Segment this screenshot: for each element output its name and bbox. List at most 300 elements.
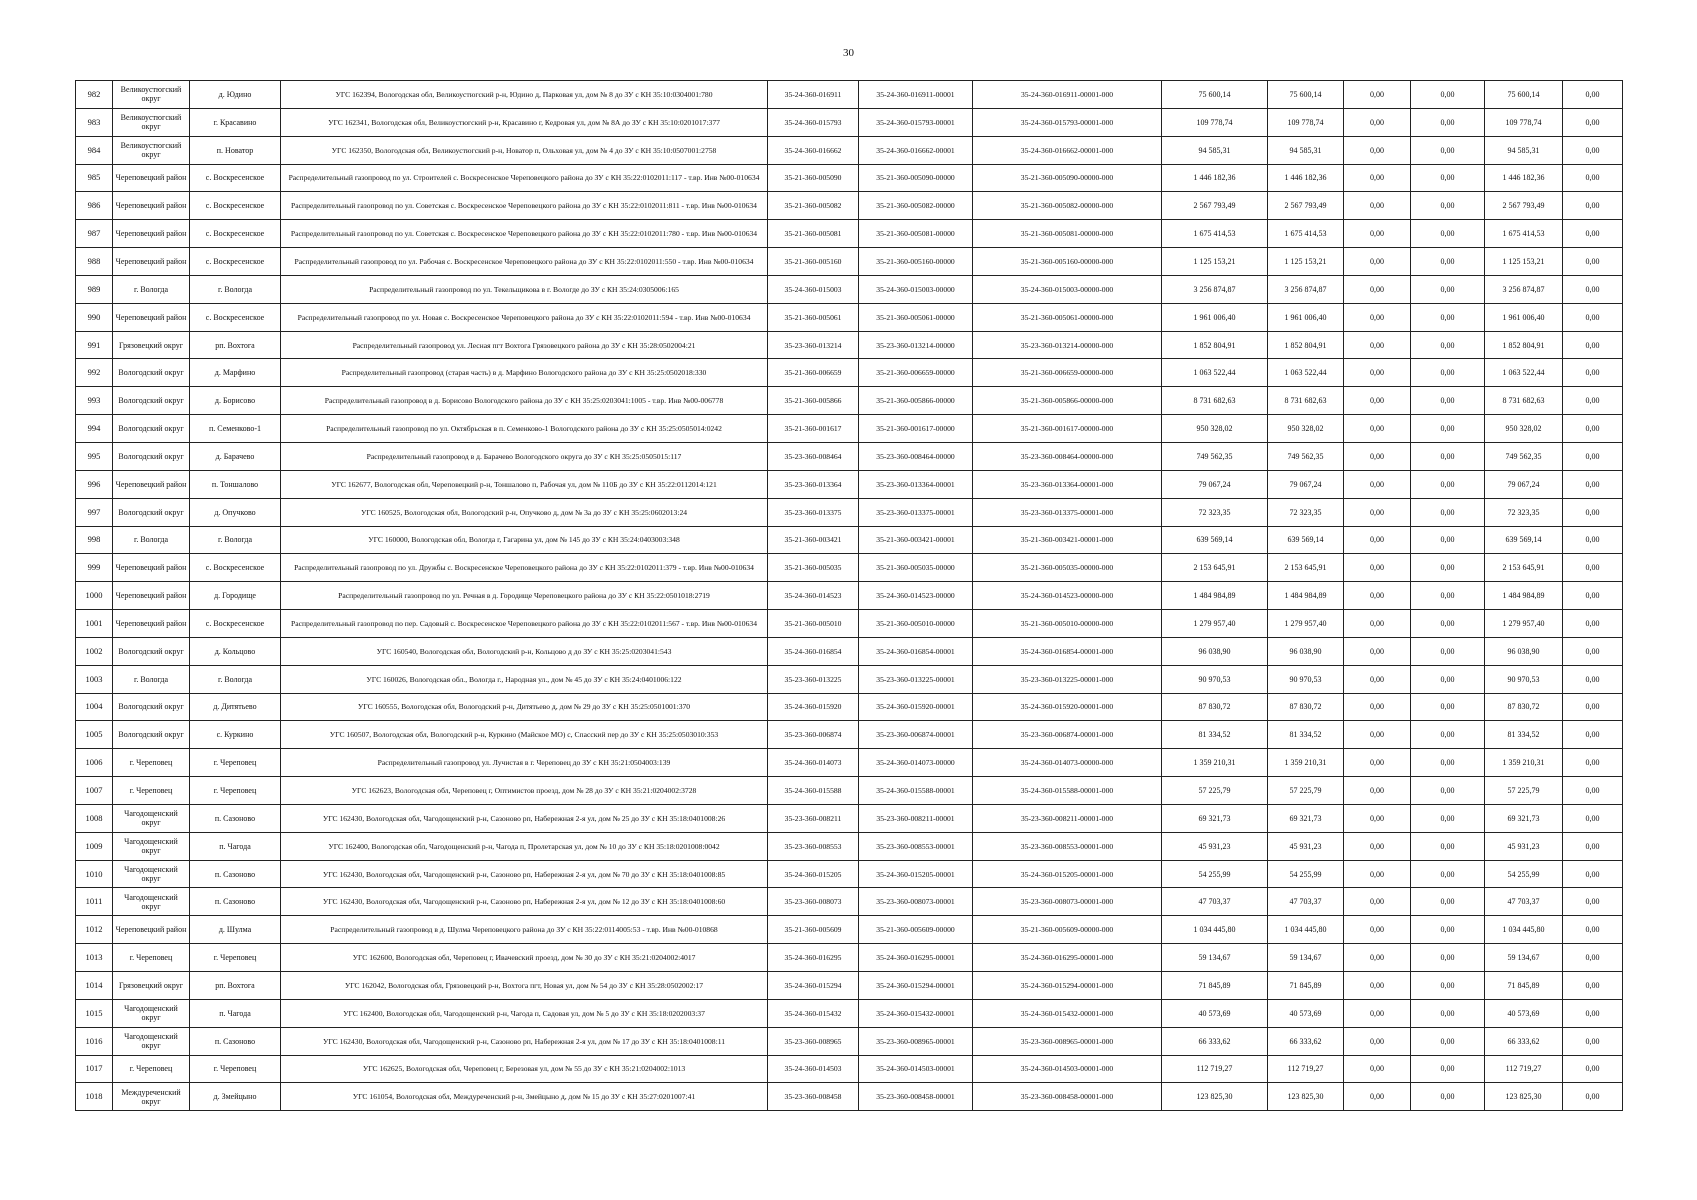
- district-cell: г. Череповец: [113, 944, 190, 972]
- item-code-cell: 35-21-360-005061-00000-000: [973, 303, 1162, 331]
- locality-cell: д. Дитятьево: [190, 693, 281, 721]
- value-1-cell: 123 825,30: [1162, 1083, 1268, 1111]
- row-number-cell: 1010: [76, 860, 113, 888]
- locality-cell: с. Куркино: [190, 721, 281, 749]
- object-description-cell: УГС 160525, Вологодская обл, Вологодский р-н, Опучково д, дом № 3а до ЗУ с КН 35:25:0602013:24: [281, 498, 768, 526]
- value-4-cell: 0,00: [1411, 275, 1485, 303]
- value-1-cell: 749 562,35: [1162, 442, 1268, 470]
- value-1-cell: 59 134,67: [1162, 944, 1268, 972]
- object-description-cell: УГС 162400, Вологодская обл, Чагодощенский р-н, Чагода п, Садовая ул, дом № 5 до ЗУ с КН 35:18:0202003:37: [281, 999, 768, 1027]
- subobject-code-cell: 35-21-360-005035-00000: [859, 554, 973, 582]
- table-row: [76, 944, 1623, 972]
- subobject-code-cell: 35-24-360-015793-00001: [859, 108, 973, 136]
- object-code-cell: 35-24-360-014503: [768, 1055, 859, 1083]
- table-row: [76, 916, 1623, 944]
- value-3-cell: 0,00: [1344, 888, 1411, 916]
- value-6-cell: 0,00: [1563, 498, 1623, 526]
- value-2-cell: 54 255,99: [1268, 860, 1344, 888]
- value-5-cell: 8 731 682,63: [1485, 387, 1563, 415]
- value-5-cell: 69 321,73: [1485, 804, 1563, 832]
- object-description-cell: УГС 162430, Вологодская обл, Чагодощенский р-н, Сазоново рп, Набережная 2-я ул, дом № 70 до ЗУ с КН 35:18:0401008:85: [281, 860, 768, 888]
- row-number-cell: 1014: [76, 972, 113, 1000]
- object-description-cell: Распределительный газопровод ул. Лучистая в г. Череповец до ЗУ с КН 35:21:0504003:139: [281, 749, 768, 777]
- item-code-cell: 35-23-360-013375-00001-000: [973, 498, 1162, 526]
- locality-cell: г. Череповец: [190, 777, 281, 805]
- row-number-cell: 984: [76, 136, 113, 164]
- object-description-cell: УГС 162625, Вологодская обл, Череповец г, Березовая ул, дом № 55 до ЗУ с КН 35:21:0204002:1013: [281, 1055, 768, 1083]
- district-cell: Вологодский округ: [113, 637, 190, 665]
- row-number-cell: 1003: [76, 665, 113, 693]
- value-5-cell: 749 562,35: [1485, 442, 1563, 470]
- object-code-cell: 35-21-360-006659: [768, 359, 859, 387]
- value-1-cell: 1 961 006,40: [1162, 303, 1268, 331]
- district-cell: Вологодский округ: [113, 498, 190, 526]
- value-2-cell: 45 931,23: [1268, 832, 1344, 860]
- object-code-cell: 35-23-360-013375: [768, 498, 859, 526]
- value-3-cell: 0,00: [1344, 554, 1411, 582]
- value-4-cell: 0,00: [1411, 442, 1485, 470]
- subobject-code-cell: 35-24-360-016295-00001: [859, 944, 973, 972]
- value-3-cell: 0,00: [1344, 1027, 1411, 1055]
- object-description-cell: Распределительный газопровод ул. Лесная пгт Вохтога Грязовецкого района до ЗУ с КН 35:28:0502004:21: [281, 331, 768, 359]
- value-4-cell: 0,00: [1411, 860, 1485, 888]
- subobject-code-cell: 35-23-360-013225-00001: [859, 665, 973, 693]
- row-number-cell: 992: [76, 359, 113, 387]
- district-cell: г. Череповец: [113, 777, 190, 805]
- table-row: [76, 415, 1623, 443]
- item-code-cell: 35-21-360-006659-00000-000: [973, 359, 1162, 387]
- item-code-cell: 35-23-360-013364-00001-000: [973, 470, 1162, 498]
- value-5-cell: 75 600,14: [1485, 81, 1563, 109]
- row-number-cell: 1001: [76, 610, 113, 638]
- table-row: [76, 1027, 1623, 1055]
- district-cell: Великоустюгский округ: [113, 136, 190, 164]
- value-4-cell: 0,00: [1411, 470, 1485, 498]
- value-3-cell: 0,00: [1344, 470, 1411, 498]
- value-1-cell: 69 321,73: [1162, 804, 1268, 832]
- value-4-cell: 0,00: [1411, 777, 1485, 805]
- value-5-cell: 2 567 793,49: [1485, 192, 1563, 220]
- registry-table: [75, 80, 1623, 1111]
- subobject-code-cell: 35-21-360-005082-00000: [859, 192, 973, 220]
- value-1-cell: 57 225,79: [1162, 777, 1268, 805]
- value-4-cell: 0,00: [1411, 415, 1485, 443]
- district-cell: Череповецкий район: [113, 554, 190, 582]
- value-6-cell: 0,00: [1563, 860, 1623, 888]
- table-row: [76, 1083, 1623, 1111]
- value-3-cell: 0,00: [1344, 275, 1411, 303]
- subobject-code-cell: 35-24-360-015003-00000: [859, 275, 973, 303]
- value-1-cell: 1 063 522,44: [1162, 359, 1268, 387]
- district-cell: Чагодощенский округ: [113, 860, 190, 888]
- value-6-cell: 0,00: [1563, 610, 1623, 638]
- object-code-cell: 35-24-360-014073: [768, 749, 859, 777]
- locality-cell: рп. Вохтога: [190, 972, 281, 1000]
- locality-cell: с. Воскресенское: [190, 164, 281, 192]
- row-number-cell: 993: [76, 387, 113, 415]
- district-cell: Вологодский округ: [113, 415, 190, 443]
- value-4-cell: 0,00: [1411, 248, 1485, 276]
- object-code-cell: 35-24-360-015003: [768, 275, 859, 303]
- locality-cell: д. Кольцово: [190, 637, 281, 665]
- object-description-cell: УГС 162042, Вологодская обл, Грязовецкий р-н, Вохтога пгт, Новая ул, дом № 54 до ЗУ с КН 35:28:0502002:17: [281, 972, 768, 1000]
- subobject-code-cell: 35-24-360-014503-00001: [859, 1055, 973, 1083]
- row-number-cell: 997: [76, 498, 113, 526]
- subobject-code-cell: 35-23-360-008458-00001: [859, 1083, 973, 1111]
- value-3-cell: 0,00: [1344, 749, 1411, 777]
- value-1-cell: 66 333,62: [1162, 1027, 1268, 1055]
- row-number-cell: 994: [76, 415, 113, 443]
- value-3-cell: 0,00: [1344, 387, 1411, 415]
- locality-cell: п. Сазоново: [190, 860, 281, 888]
- value-3-cell: 0,00: [1344, 248, 1411, 276]
- table-row: [76, 275, 1623, 303]
- locality-cell: п. Семенково-1: [190, 415, 281, 443]
- item-code-cell: 35-24-360-016911-00001-000: [973, 81, 1162, 109]
- value-6-cell: 0,00: [1563, 81, 1623, 109]
- value-3-cell: 0,00: [1344, 665, 1411, 693]
- object-code-cell: 35-24-360-015432: [768, 999, 859, 1027]
- object-code-cell: 35-23-360-008464: [768, 442, 859, 470]
- value-5-cell: 3 256 874,87: [1485, 275, 1563, 303]
- subobject-code-cell: 35-23-360-008553-00001: [859, 832, 973, 860]
- object-code-cell: 35-24-360-015205: [768, 860, 859, 888]
- value-4-cell: 0,00: [1411, 331, 1485, 359]
- object-description-cell: УГС 162677, Вологодская обл, Череповецкий р-н, Тоншалово п, Рабочая ул, дом № 110Б до ЗУ с КН 35:22:0112014:121: [281, 470, 768, 498]
- row-number-cell: 985: [76, 164, 113, 192]
- value-3-cell: 0,00: [1344, 303, 1411, 331]
- object-code-cell: 35-24-360-014523: [768, 582, 859, 610]
- value-2-cell: 112 719,27: [1268, 1055, 1344, 1083]
- value-1-cell: 2 567 793,49: [1162, 192, 1268, 220]
- locality-cell: д. Барачево: [190, 442, 281, 470]
- object-code-cell: 35-21-360-005082: [768, 192, 859, 220]
- value-1-cell: 1 359 210,31: [1162, 749, 1268, 777]
- value-1-cell: 81 334,52: [1162, 721, 1268, 749]
- value-6-cell: 0,00: [1563, 777, 1623, 805]
- value-6-cell: 0,00: [1563, 331, 1623, 359]
- object-code-cell: 35-21-360-005010: [768, 610, 859, 638]
- row-number-cell: 1005: [76, 721, 113, 749]
- object-code-cell: 35-23-360-006874: [768, 721, 859, 749]
- value-2-cell: 1 063 522,44: [1268, 359, 1344, 387]
- value-4-cell: 0,00: [1411, 108, 1485, 136]
- object-description-cell: УГС 162341, Вологодская обл, Великоустюгский р-н, Красавино г, Кедровая ул, дом № 8А до ЗУ с КН 35:10:0201017:377: [281, 108, 768, 136]
- table-row: [76, 1055, 1623, 1083]
- table-row: [76, 860, 1623, 888]
- subobject-code-cell: 35-21-360-006659-00000: [859, 359, 973, 387]
- item-code-cell: 35-23-360-008073-00001-000: [973, 888, 1162, 916]
- value-1-cell: 1 446 182,36: [1162, 164, 1268, 192]
- item-code-cell: 35-23-360-013225-00001-000: [973, 665, 1162, 693]
- value-5-cell: 1 675 414,53: [1485, 220, 1563, 248]
- table-row: [76, 999, 1623, 1027]
- subobject-code-cell: 35-23-360-013364-00001: [859, 470, 973, 498]
- district-cell: Череповецкий район: [113, 248, 190, 276]
- object-code-cell: 35-23-360-013364: [768, 470, 859, 498]
- value-4-cell: 0,00: [1411, 192, 1485, 220]
- table-row: [76, 220, 1623, 248]
- row-number-cell: 988: [76, 248, 113, 276]
- value-2-cell: 79 067,24: [1268, 470, 1344, 498]
- row-number-cell: 1008: [76, 804, 113, 832]
- value-4-cell: 0,00: [1411, 136, 1485, 164]
- table-row: [76, 81, 1623, 109]
- item-code-cell: 35-21-360-005090-00000-000: [973, 164, 1162, 192]
- object-description-cell: УГС 160507, Вологодская обл, Вологодский р-н, Куркино (Майское МО) с, Спасский пер до ЗУ с КН 35:25:0503010:353: [281, 721, 768, 749]
- subobject-code-cell: 35-24-360-015205-00001: [859, 860, 973, 888]
- row-number-cell: 995: [76, 442, 113, 470]
- value-2-cell: 639 569,14: [1268, 526, 1344, 554]
- value-3-cell: 0,00: [1344, 81, 1411, 109]
- district-cell: Междуреченский округ: [113, 1083, 190, 1111]
- table-row: [76, 108, 1623, 136]
- district-cell: Череповецкий район: [113, 582, 190, 610]
- value-2-cell: 75 600,14: [1268, 81, 1344, 109]
- item-code-cell: 35-21-360-001617-00000-000: [973, 415, 1162, 443]
- subobject-code-cell: 35-24-360-016662-00001: [859, 136, 973, 164]
- object-code-cell: 35-21-360-003421: [768, 526, 859, 554]
- value-2-cell: 59 134,67: [1268, 944, 1344, 972]
- table-row: [76, 526, 1623, 554]
- object-code-cell: 35-24-360-016295: [768, 944, 859, 972]
- object-description-cell: Распределительный газопровод по ул. Рабочая с. Воскресенское Череповецкого района до ЗУ с КН 35:22:0102011:550 - т.вр. Инв №00-010634: [281, 248, 768, 276]
- item-code-cell: 35-24-360-016854-00001-000: [973, 637, 1162, 665]
- value-5-cell: 79 067,24: [1485, 470, 1563, 498]
- value-4-cell: 0,00: [1411, 721, 1485, 749]
- district-cell: Грязовецкий округ: [113, 331, 190, 359]
- item-code-cell: 35-21-360-005082-00000-000: [973, 192, 1162, 220]
- locality-cell: п. Чагода: [190, 832, 281, 860]
- value-2-cell: 1 125 153,21: [1268, 248, 1344, 276]
- value-1-cell: 71 845,89: [1162, 972, 1268, 1000]
- object-description-cell: УГС 162430, Вологодская обл, Чагодощенский р-н, Сазоново рп, Набережная 2-я ул, дом № 17 до ЗУ с КН 35:18:0401008:11: [281, 1027, 768, 1055]
- item-code-cell: 35-24-360-015003-00000-000: [973, 275, 1162, 303]
- district-cell: Череповецкий район: [113, 916, 190, 944]
- item-code-cell: 35-24-360-014503-00001-000: [973, 1055, 1162, 1083]
- value-3-cell: 0,00: [1344, 582, 1411, 610]
- value-2-cell: 66 333,62: [1268, 1027, 1344, 1055]
- object-code-cell: 35-21-360-005160: [768, 248, 859, 276]
- table-row: [76, 582, 1623, 610]
- value-1-cell: 1 852 804,91: [1162, 331, 1268, 359]
- table-row: [76, 749, 1623, 777]
- item-code-cell: 35-24-360-015920-00001-000: [973, 693, 1162, 721]
- value-3-cell: 0,00: [1344, 415, 1411, 443]
- district-cell: г. Вологда: [113, 665, 190, 693]
- object-code-cell: 35-24-360-016911: [768, 81, 859, 109]
- value-1-cell: 109 778,74: [1162, 108, 1268, 136]
- district-cell: Чагодощенский округ: [113, 832, 190, 860]
- subobject-code-cell: 35-23-360-008073-00001: [859, 888, 973, 916]
- value-1-cell: 87 830,72: [1162, 693, 1268, 721]
- value-4-cell: 0,00: [1411, 693, 1485, 721]
- object-code-cell: 35-23-360-008553: [768, 832, 859, 860]
- value-1-cell: 75 600,14: [1162, 81, 1268, 109]
- value-2-cell: 47 703,37: [1268, 888, 1344, 916]
- value-5-cell: 1 852 804,91: [1485, 331, 1563, 359]
- value-5-cell: 1 484 984,89: [1485, 582, 1563, 610]
- value-4-cell: 0,00: [1411, 582, 1485, 610]
- value-4-cell: 0,00: [1411, 220, 1485, 248]
- object-code-cell: 35-21-360-005090: [768, 164, 859, 192]
- value-5-cell: 1 034 445,80: [1485, 916, 1563, 944]
- value-1-cell: 8 731 682,63: [1162, 387, 1268, 415]
- value-4-cell: 0,00: [1411, 749, 1485, 777]
- item-code-cell: 35-21-360-005035-00000-000: [973, 554, 1162, 582]
- object-code-cell: 35-23-360-008965: [768, 1027, 859, 1055]
- subobject-code-cell: 35-21-360-005081-00000: [859, 220, 973, 248]
- row-number-cell: 987: [76, 220, 113, 248]
- value-2-cell: 1 034 445,80: [1268, 916, 1344, 944]
- item-code-cell: 35-23-360-008965-00001-000: [973, 1027, 1162, 1055]
- value-2-cell: 87 830,72: [1268, 693, 1344, 721]
- subobject-code-cell: 35-21-360-005090-00000: [859, 164, 973, 192]
- value-6-cell: 0,00: [1563, 136, 1623, 164]
- value-2-cell: 40 573,69: [1268, 999, 1344, 1027]
- value-2-cell: 123 825,30: [1268, 1083, 1344, 1111]
- district-cell: Вологодский округ: [113, 721, 190, 749]
- value-4-cell: 0,00: [1411, 916, 1485, 944]
- value-2-cell: 81 334,52: [1268, 721, 1344, 749]
- value-1-cell: 1 484 984,89: [1162, 582, 1268, 610]
- value-5-cell: 1 279 957,40: [1485, 610, 1563, 638]
- value-1-cell: 3 256 874,87: [1162, 275, 1268, 303]
- table-row: [76, 248, 1623, 276]
- value-4-cell: 0,00: [1411, 1027, 1485, 1055]
- row-number-cell: 982: [76, 81, 113, 109]
- value-4-cell: 0,00: [1411, 610, 1485, 638]
- value-1-cell: 112 719,27: [1162, 1055, 1268, 1083]
- value-5-cell: 94 585,31: [1485, 136, 1563, 164]
- object-code-cell: 35-23-360-008458: [768, 1083, 859, 1111]
- item-code-cell: 35-23-360-008458-00001-000: [973, 1083, 1162, 1111]
- object-code-cell: 35-23-360-013225: [768, 665, 859, 693]
- value-1-cell: 72 323,35: [1162, 498, 1268, 526]
- value-5-cell: 96 038,90: [1485, 637, 1563, 665]
- value-2-cell: 1 675 414,53: [1268, 220, 1344, 248]
- district-cell: Череповецкий район: [113, 164, 190, 192]
- value-4-cell: 0,00: [1411, 164, 1485, 192]
- object-description-cell: УГС 160000, Вологодская обл, Вологда г, Гагарина ул, дом № 145 до ЗУ с КН 35:24:0403003:348: [281, 526, 768, 554]
- value-3-cell: 0,00: [1344, 108, 1411, 136]
- value-6-cell: 0,00: [1563, 554, 1623, 582]
- value-5-cell: 1 125 153,21: [1485, 248, 1563, 276]
- object-description-cell: УГС 162600, Вологодская обл, Череповец г, Ивачевский проезд, дом № 30 до ЗУ с КН 35:21:0204002:4017: [281, 944, 768, 972]
- item-code-cell: 35-23-360-008553-00001-000: [973, 832, 1162, 860]
- value-5-cell: 950 328,02: [1485, 415, 1563, 443]
- value-1-cell: 950 328,02: [1162, 415, 1268, 443]
- value-6-cell: 0,00: [1563, 916, 1623, 944]
- object-description-cell: УГС 162350, Вологодская обл, Великоустюгский р-н, Новатор п, Ольховая ул, дом № 4 до ЗУ с КН 35:10:0507001:2758: [281, 136, 768, 164]
- value-4-cell: 0,00: [1411, 999, 1485, 1027]
- value-5-cell: 112 719,27: [1485, 1055, 1563, 1083]
- value-5-cell: 1 446 182,36: [1485, 164, 1563, 192]
- value-6-cell: 0,00: [1563, 693, 1623, 721]
- value-1-cell: 1 279 957,40: [1162, 610, 1268, 638]
- item-code-cell: 35-23-360-008211-00001-000: [973, 804, 1162, 832]
- locality-cell: с. Воскресенское: [190, 303, 281, 331]
- district-cell: Череповецкий район: [113, 303, 190, 331]
- value-1-cell: 2 153 645,91: [1162, 554, 1268, 582]
- table-row: [76, 832, 1623, 860]
- table-row: [76, 442, 1623, 470]
- item-code-cell: 35-21-360-003421-00001-000: [973, 526, 1162, 554]
- value-1-cell: 40 573,69: [1162, 999, 1268, 1027]
- item-code-cell: 35-24-360-015294-00001-000: [973, 972, 1162, 1000]
- subobject-code-cell: 35-21-360-005609-00000: [859, 916, 973, 944]
- locality-cell: д. Змейцыно: [190, 1083, 281, 1111]
- district-cell: Великоустюгский округ: [113, 108, 190, 136]
- value-6-cell: 0,00: [1563, 442, 1623, 470]
- object-description-cell: УГС 162394, Вологодская обл, Великоустюгский р-н, Юдино д, Парковая ул, дом № 8 до ЗУ с КН 35:10:0304001:780: [281, 81, 768, 109]
- value-6-cell: 0,00: [1563, 999, 1623, 1027]
- value-2-cell: 2 567 793,49: [1268, 192, 1344, 220]
- value-1-cell: 94 585,31: [1162, 136, 1268, 164]
- district-cell: Вологодский округ: [113, 387, 190, 415]
- value-2-cell: 749 562,35: [1268, 442, 1344, 470]
- subobject-code-cell: 35-21-360-001617-00000: [859, 415, 973, 443]
- district-cell: Вологодский округ: [113, 693, 190, 721]
- value-1-cell: 54 255,99: [1162, 860, 1268, 888]
- object-code-cell: 35-24-360-016662: [768, 136, 859, 164]
- value-5-cell: 59 134,67: [1485, 944, 1563, 972]
- locality-cell: рп. Вохтога: [190, 331, 281, 359]
- value-4-cell: 0,00: [1411, 387, 1485, 415]
- district-cell: г. Череповец: [113, 1055, 190, 1083]
- table-body: [76, 81, 1623, 1111]
- value-2-cell: 950 328,02: [1268, 415, 1344, 443]
- object-description-cell: Распределительный газопровод по ул. Строителей с. Воскресенское Череповецкого района до ЗУ с КН 35:22:0102011:117 - т.вр. Инв №00-010634: [281, 164, 768, 192]
- district-cell: Чагодощенский округ: [113, 1027, 190, 1055]
- row-number-cell: 1017: [76, 1055, 113, 1083]
- value-6-cell: 0,00: [1563, 1083, 1623, 1111]
- value-2-cell: 3 256 874,87: [1268, 275, 1344, 303]
- locality-cell: г. Череповец: [190, 944, 281, 972]
- value-1-cell: 1 675 414,53: [1162, 220, 1268, 248]
- value-3-cell: 0,00: [1344, 610, 1411, 638]
- value-6-cell: 0,00: [1563, 665, 1623, 693]
- row-number-cell: 1002: [76, 637, 113, 665]
- locality-cell: с. Воскресенское: [190, 610, 281, 638]
- page-number: 30: [843, 47, 854, 59]
- subobject-code-cell: 35-24-360-015920-00001: [859, 693, 973, 721]
- item-code-cell: 35-24-360-014523-00000-000: [973, 582, 1162, 610]
- value-3-cell: 0,00: [1344, 331, 1411, 359]
- value-3-cell: 0,00: [1344, 804, 1411, 832]
- value-1-cell: 79 067,24: [1162, 470, 1268, 498]
- district-cell: Грязовецкий округ: [113, 972, 190, 1000]
- value-3-cell: 0,00: [1344, 721, 1411, 749]
- value-3-cell: 0,00: [1344, 359, 1411, 387]
- row-number-cell: 991: [76, 331, 113, 359]
- locality-cell: г. Вологда: [190, 275, 281, 303]
- value-3-cell: 0,00: [1344, 972, 1411, 1000]
- object-description-cell: УГС 162430, Вологодская обл, Чагодощенский р-н, Сазоново рп, Набережная 2-я ул, дом № 25 до ЗУ с КН 35:18:0401008:26: [281, 804, 768, 832]
- locality-cell: п. Сазоново: [190, 804, 281, 832]
- value-5-cell: 123 825,30: [1485, 1083, 1563, 1111]
- value-2-cell: 90 970,53: [1268, 665, 1344, 693]
- district-cell: Великоустюгский округ: [113, 81, 190, 109]
- value-6-cell: 0,00: [1563, 721, 1623, 749]
- object-code-cell: 35-21-360-005061: [768, 303, 859, 331]
- subobject-code-cell: 35-24-360-014073-00000: [859, 749, 973, 777]
- item-code-cell: 35-24-360-015793-00001-000: [973, 108, 1162, 136]
- item-code-cell: 35-21-360-005160-00000-000: [973, 248, 1162, 276]
- subobject-code-cell: 35-23-360-006874-00001: [859, 721, 973, 749]
- object-code-cell: 35-24-360-016854: [768, 637, 859, 665]
- row-number-cell: 990: [76, 303, 113, 331]
